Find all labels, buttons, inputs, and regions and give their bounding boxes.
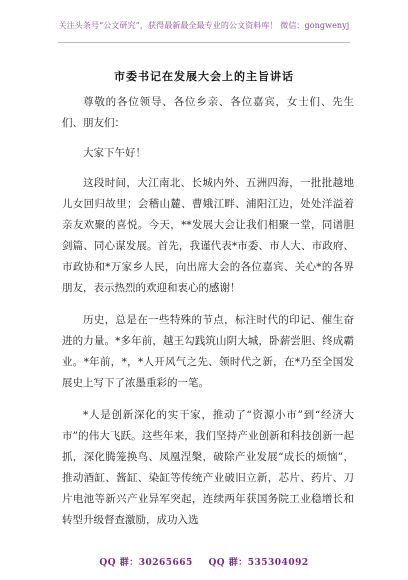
body-paragraph: *人是创新深化的实干家，推动了“资源小市”到“经济大市”的伟大飞跃。这些年来，我们坚持产业创新和科技创新一起抓，深化腾笼换鸟、凤凰涅槃，破除产业发展“成长的烦恼”，推动酒缸、酱缸、染缸等传统产业破旧立新，芯片、药片、刀片电池等新兴产业异军突起，连续两年获国务院工业稳增长和转型升级督查激励，成功入选 (62, 409, 354, 526)
page-footer (0, 555, 408, 568)
document-title: 市委书记在发展大会上的主旨讲话 (114, 70, 294, 83)
header-divider (58, 42, 350, 43)
greeting-paragraph: 大家下午好！ (83, 147, 146, 159)
footer-qq-group-1: QQ 群：30265665 (99, 558, 193, 568)
body-paragraph: 这段时间，大江南北、长城内外、五洲四海，一批批越地儿女回归故里；会稽山麓、曹娥江畔、浦阳江边，处处洋溢着亲友欢聚的喜悦。今天，**发展大会让我们相聚一堂，同谱胆剑篇、同心谋发展。首先，我谨代表*市委、市人大、市政府、市政协和*万家乡人民，向出席大会的各位嘉宾、关心*的各界朋友，表示热烈的欢迎和衷心的感谢！ (62, 177, 354, 294)
document-body (62, 92, 354, 542)
salutation-paragraph: 尊敬的各位领导、各位乡亲、各位嘉宾，女士们、先生们、朋友们： (62, 96, 354, 129)
footer-qq-group-2: QQ 群：535304092 (208, 558, 309, 568)
body-paragraph: 历史，总是在一些特殊的节点，标注时代的印记、催生奋进的力量。*多年前，越王勾践筑山阴大城，卧薪尝胆、终成霸业。*年前，*，*人开风气之先、领时代之新，在*乃至全国发展史上写下了浓墨重彩的一笔。 (62, 314, 354, 389)
page-header-banner: 关注头条号“公文研究”，获得最新最全最专业的公文资料库！ 微信：gongwenyj (58, 21, 350, 30)
